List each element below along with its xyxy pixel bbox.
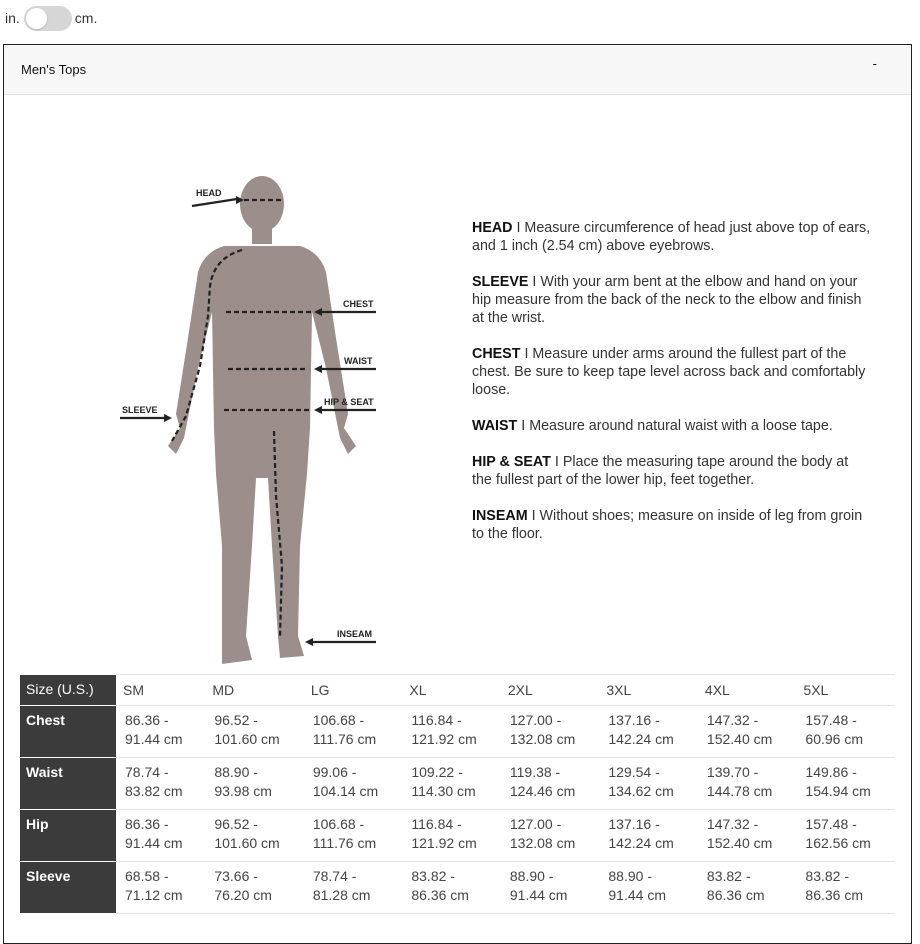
size-cell [698,758,797,810]
cell-range-start: 78.74 - [125,764,169,780]
cell-range-end: 142.24 cm [608,835,674,851]
size-cell [501,706,600,758]
cell-range-end: 104.14 cm [312,783,379,799]
cell-range-end: 86.36 cm [411,887,469,903]
size-cell [402,862,501,914]
size-cell [402,706,501,758]
size-header-row [20,675,895,706]
size-cell [698,706,797,758]
cell-range-end: 144.78 cm [706,783,773,799]
cell-range-end: 81.28 cm [312,887,371,903]
cell-range-start: 106.68 - [312,712,365,728]
unit-toggle [5,6,97,30]
size-cell [205,862,304,914]
cell-range-start: 83.82 - [805,868,850,884]
size-cell [599,706,698,758]
size-cell [205,810,304,862]
size-col-header: 2XL [501,675,600,706]
cell-range-start: 147.32 - [706,816,759,832]
size-cell [501,758,600,810]
size-cell [402,810,501,862]
chest-label: CHEST [343,299,374,309]
size-cell [599,758,698,810]
cell-range-end: 132.08 cm [509,731,576,747]
cell-range-end: 91.44 cm [125,835,183,851]
cell-range-end: 162.56 cm [805,835,871,851]
cell-range-start: 96.52 - [214,816,258,832]
cell-range-end: 101.60 cm [214,835,280,851]
cell-range-end: 91.44 cm [509,887,568,903]
cell-range-start: 73.66 - [214,868,258,884]
cell-range-end: 91.44 cm [125,731,183,747]
cell-range-end: 101.60 cm [214,731,280,747]
size-chart-panel [3,44,912,944]
cell-range-end: 83.82 cm [125,783,183,799]
unit-label-cm: cm. [74,10,98,26]
body-silhouette [168,176,356,664]
cell-range-start: 86.36 - [125,712,169,728]
cell-range-end: 152.40 cm [706,835,773,851]
cell-range-end: 71.12 cm [125,887,183,903]
cell-range-start: 157.48 - [805,712,857,728]
cell-range-start: 116.84 - [411,712,462,728]
cell-range-start: 88.90 - [608,868,652,884]
cell-range-start: 86.36 - [125,816,169,832]
cell-range-end: 111.76 cm [312,731,377,747]
size-corner-label: Size (U.S.) [20,675,116,706]
cell-range-start: 106.68 - [312,816,365,832]
size-cell [796,758,895,810]
cell-range-start: 78.74 - [312,868,357,884]
size-col-header: 5XL [796,675,895,706]
instruction-inseam: INSEAM I Without shoes; measure on inside of leg from groin to the floor. [472,508,863,542]
cell-range-start: 137.16 - [608,816,660,832]
cell-range-start: 88.90 - [509,868,554,884]
cell-range-start: 127.00 - [509,816,562,832]
collapse-toggle[interactable]: - [872,56,877,71]
cell-range-end: 132.08 cm [509,835,576,851]
instruction-head: HEAD I Measure circumference of head just above top of ears, and 1 inch (2.54 cm) above eyebrows. [472,220,871,254]
size-cell [698,862,797,914]
size-col-header: SM [116,675,205,706]
inseam-label: INSEAM [337,629,373,639]
unit-switch[interactable] [24,6,72,31]
waist-label: WAIST [344,356,373,366]
instruction-chest: CHEST I Measure under arms around the fullest part of the chest. Be sure to keep tape level across back and comfortably loose. [472,346,866,398]
size-cell [304,758,403,810]
size-cell [304,810,403,862]
row-label: Hip [20,810,116,862]
size-cell [205,706,304,758]
cell-range-end: 121.92 cm [411,835,477,851]
size-table [20,674,895,914]
cell-range-end: 152.40 cm [706,731,773,747]
cell-range-start: 157.48 - [805,816,857,832]
cell-range-end: 114.30 cm [411,783,476,799]
cell-range-start: 83.82 - [411,868,455,884]
body-measurement-diagram [104,166,394,671]
cell-range-end: 134.62 cm [608,783,674,799]
cell-range-end: 142.24 cm [608,731,674,747]
cell-range-end: 93.98 cm [214,783,272,799]
instruction-sleeve: SLEEVE I With your arm bent at the elbow and hand on your hip measure from the back of the neck to the elbow and finish at the wrist. [472,274,862,326]
cell-range-start: 127.00 - [509,712,562,728]
table-row [20,758,895,810]
size-cell [205,758,304,810]
cell-range-end: 86.36 cm [805,887,864,903]
cell-range-start: 83.82 - [706,868,751,884]
size-cell [116,706,205,758]
cell-range-start: 99.06 - [312,764,357,780]
cell-range-end: 124.46 cm [509,783,576,799]
measurement-guide [4,96,911,674]
size-cell [599,810,698,862]
cell-range-end: 76.20 cm [214,887,272,903]
size-cell [304,862,403,914]
instruction-waist: WAIST I Measure around natural waist with a loose tape. [472,418,833,434]
cell-range-end: 86.36 cm [706,887,765,903]
hip-seat-label: HIP & SEAT [324,397,374,407]
size-col-header: LG [304,675,403,706]
unit-switch-knob[interactable] [26,8,47,29]
row-label: Chest [20,706,116,758]
cell-range-start: 139.70 - [706,764,759,780]
cell-range-end: 111.76 cm [312,835,377,851]
size-cell [116,810,205,862]
cell-range-start: 116.84 - [411,816,462,832]
cell-range-start: 109.22 - [411,764,463,780]
cell-range-start: 119.38 - [509,764,561,780]
row-label: Waist [20,758,116,810]
cell-range-start: 68.58 - [125,868,169,884]
size-cell [796,810,895,862]
size-cell [116,862,205,914]
cell-range-end: 154.94 cm [805,783,871,799]
panel-title: Men's Tops [21,62,87,77]
cell-range-start: 137.16 - [608,712,660,728]
table-row [20,706,895,758]
cell-range-end: 121.92 cm [411,731,477,747]
cell-range-start: 149.86 - [805,764,857,780]
head-label: HEAD [196,188,222,198]
size-cell [599,862,698,914]
size-cell [698,810,797,862]
cell-range-end: 60.96 cm [805,731,864,747]
panel-header[interactable] [4,45,911,95]
unit-label-inches: in. [5,10,20,26]
size-cell [796,862,895,914]
cell-range-end: 91.44 cm [608,887,666,903]
sleeve-label: SLEEVE [122,405,158,415]
cell-range-start: 96.52 - [214,712,258,728]
size-cell [501,810,600,862]
cell-range-start: 129.54 - [608,764,660,780]
size-col-header: MD [205,675,304,706]
cell-range-start: 88.90 - [214,764,258,780]
size-cell [402,758,501,810]
size-cell [501,862,600,914]
row-label: Sleeve [20,862,116,914]
size-cell [116,758,205,810]
cell-range-start: 147.32 - [706,712,759,728]
size-cell [304,706,403,758]
instruction-hip-seat: HIP & SEAT I Place the measuring tape around the body at the fullest part of the lower hip, feet together. [472,454,849,488]
size-col-header: 4XL [698,675,797,706]
table-row [20,810,895,862]
size-col-header: XL [402,675,501,706]
size-col-header: 3XL [599,675,698,706]
size-cell [796,706,895,758]
table-row [20,862,895,914]
measurement-instructions [472,219,872,561]
